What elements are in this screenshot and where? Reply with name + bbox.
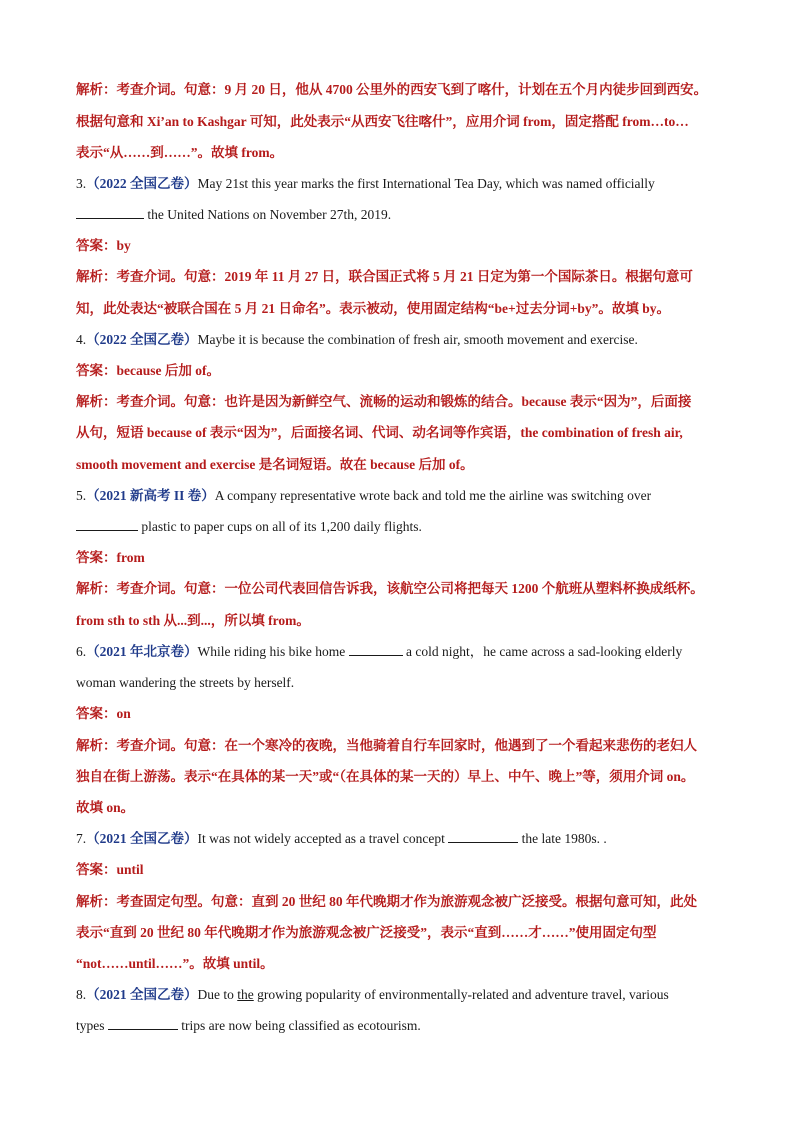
- question-3-answer: 答案：by: [76, 238, 131, 253]
- question-3-analysis-2: 知，此处表达“被联合国在 5 月 21 日命名”。表示被动，使用固定结构“be+过去分词+by”。故填 by。: [76, 301, 671, 316]
- question-6-analysis-1: 解析：考查介词。句意：在一个寒冷的夜晚，当他骑着自行车回家时，他遇到了一个看起来悲伤的老妇人: [76, 738, 697, 753]
- question-7-line-1: [76, 829, 607, 849]
- question-5-analysis-2: from sth to sth 从...到...，所以填 from。: [76, 613, 310, 628]
- underlined-word: the: [237, 987, 254, 1002]
- question-text: trips are now being classified as ecotourism.: [181, 1018, 421, 1033]
- question-text: the United Nations on November 27th, 2019.: [147, 207, 392, 222]
- question-source: （2021 年北京卷）: [86, 644, 198, 659]
- question-7-analysis-1: 解析：考查固定句型。句意：直到 20 世纪 80 年代晚期才作为旅游观念被广泛接受。根据句意可知，此处: [76, 894, 697, 909]
- question-4-analysis-1: 解析：考查介词。句意：也许是因为新鲜空气、流畅的运动和锻炼的结合。because 表示“因为”，后面接: [76, 394, 692, 409]
- question-7-analysis-3: “not……until……”。故填 until。: [76, 956, 274, 971]
- question-4-answer: 答案：because 后加 of。: [76, 363, 220, 378]
- prev-analysis-line-3: 表示“从……到……”。故填 from。: [76, 145, 284, 160]
- question-source: （2022 全国乙卷）: [86, 176, 198, 191]
- question-3-line-1: [76, 174, 655, 194]
- question-5-line-1: [76, 486, 651, 506]
- question-number: 8.: [76, 987, 87, 1002]
- question-text: types: [76, 1018, 105, 1033]
- question-6-line-1: [76, 642, 682, 662]
- question-5-answer: 答案：from: [76, 550, 145, 565]
- question-source: （2022 全国乙卷）: [86, 332, 198, 347]
- question-4-analysis-2: 从句，短语 because of 表示“因为”，后面接名词、代词、动名词等作宾语，the combination of fresh air,: [76, 425, 683, 440]
- question-8-line-2: [76, 1016, 421, 1036]
- question-5-analysis-1: 解析：考查介词。句意：一位公司代表回信告诉我，该航空公司将把每天 1200 个航班从塑料杯换成纸杯。: [76, 581, 704, 596]
- prev-analysis-line-1: 解析：考查介词。句意：9 月 20 日，他从 4700 公里外的西安飞到了喀什，计划在五个月内徒步回到西安。: [76, 82, 708, 97]
- question-text: May 21st this year marks the first International Tea Day, which was named officially: [197, 176, 655, 191]
- question-text: It was not widely accepted as a travel concept: [197, 831, 445, 846]
- answer-blank: [108, 1016, 178, 1030]
- question-source: （2021 新高考 II 卷）: [86, 488, 215, 503]
- question-6-line-2: woman wandering the streets by herself.: [76, 675, 295, 690]
- question-number: 6.: [76, 644, 87, 659]
- question-text: Maybe it is because the combination of fresh air, smooth movement and exercise.: [197, 332, 638, 347]
- question-source: （2021 全国乙卷）: [86, 831, 198, 846]
- question-text: growing popularity of environmentally-related and adventure travel, various: [257, 987, 669, 1002]
- question-text: Due to: [197, 987, 234, 1002]
- question-number: 7.: [76, 831, 87, 846]
- question-text: plastic to paper cups on all of its 1,200 daily flights.: [141, 519, 422, 534]
- question-7-answer: 答案：until: [76, 862, 144, 877]
- question-3-line-2: [76, 205, 391, 225]
- question-3-analysis-1: 解析：考查介词。句意：2019 年 11 月 27 日，联合国正式将 5 月 21 日定为第一个国际茶日。根据句意可: [76, 269, 693, 284]
- question-6-analysis-2: 独自在街上游荡。表示“在具体的某一天”或“（在具体的某一天的）早上、中午、晚上”等，须用介词 on。: [76, 769, 695, 784]
- question-text: the late 1980s. .: [521, 831, 607, 846]
- answer-blank: [76, 517, 138, 531]
- question-7-analysis-2: 表示“直到 20 世纪 80 年代晚期才作为旅游观念被广泛接受”，表示“直到……才……”使用固定句型: [76, 925, 657, 940]
- question-source: （2021 全国乙卷）: [86, 987, 198, 1002]
- question-8-line-1: [76, 985, 669, 1005]
- question-6-answer: 答案：on: [76, 706, 131, 721]
- question-number: 4.: [76, 332, 87, 347]
- question-6-analysis-3: 故填 on。: [76, 800, 135, 815]
- prev-analysis-line-2: 根据句意和 Xi’an to Kashgar 可知，此处表示“从西安飞往喀什”，应用介词 from，固定搭配 from…to…: [76, 114, 689, 129]
- answer-blank: [448, 829, 518, 843]
- question-4-line-1: [76, 330, 638, 350]
- question-text: a cold night，he came across a sad-looking elderly: [405, 644, 683, 659]
- question-text: A company representative wrote back and told me the airline was switching over: [214, 488, 652, 503]
- answer-blank: [349, 642, 403, 656]
- question-text: While riding his bike home: [197, 644, 346, 659]
- question-5-line-2: [76, 517, 422, 537]
- question-4-analysis-3: smooth movement and exercise 是名词短语。故在 because 后加 of。: [76, 457, 474, 472]
- question-number: 5.: [76, 488, 87, 503]
- question-number: 3.: [76, 176, 87, 191]
- answer-blank: [76, 205, 144, 219]
